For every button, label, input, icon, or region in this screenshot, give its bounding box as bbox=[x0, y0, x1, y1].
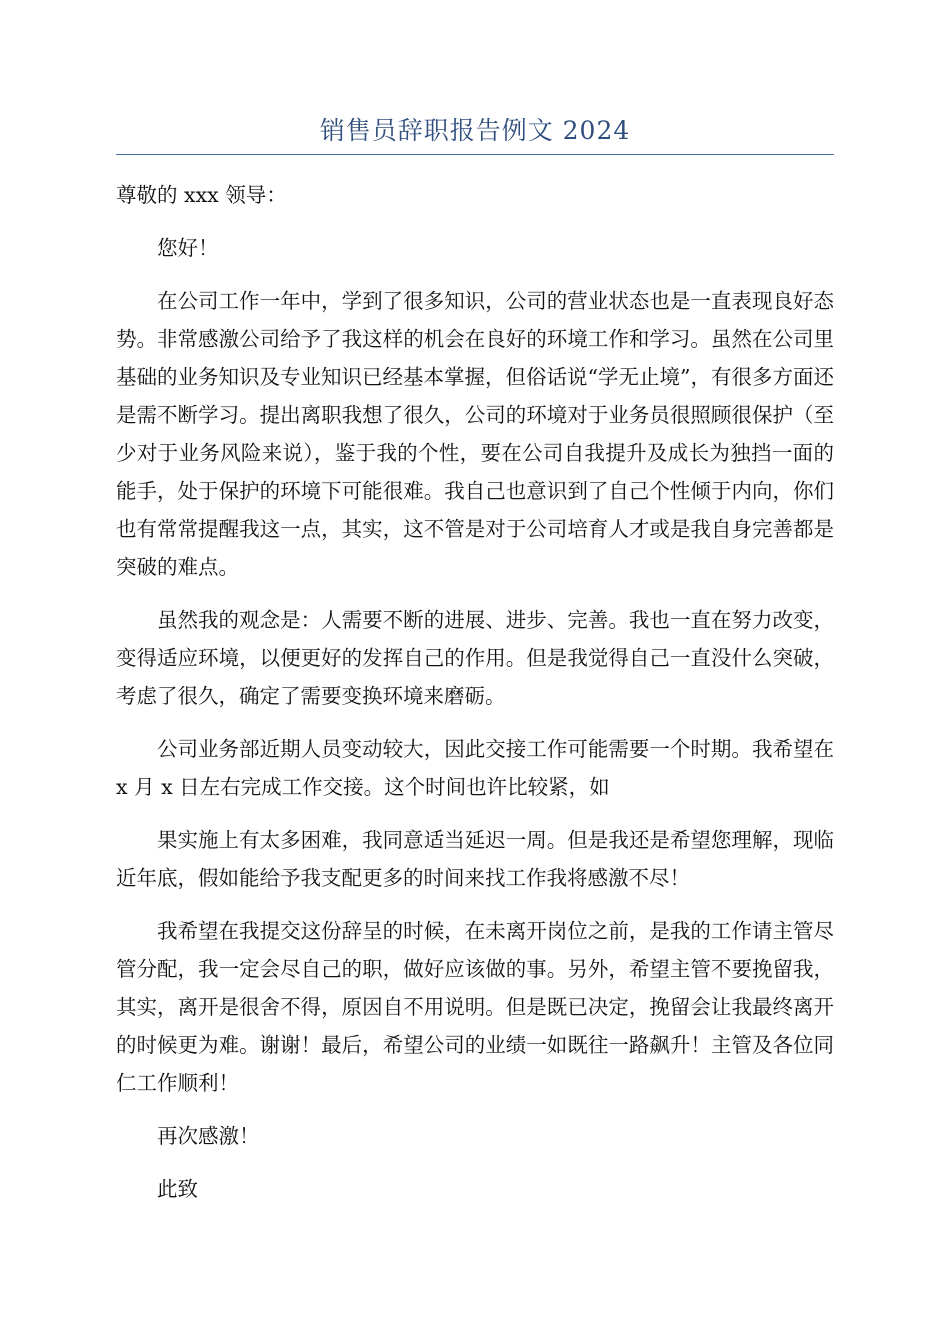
body-paragraph: 虽然我的观念是：人需要不断的进展、进步、完善。我也一直在努力改变，变得适应环境，以便更好的发挥自己的作用。但是我觉得自己一直没什么突破，考虑了很久，确定了需要变换环境来磨砺。 bbox=[116, 608, 834, 708]
title-underline bbox=[116, 154, 834, 155]
salutation: 尊敬的 xxx 领导： bbox=[116, 183, 287, 207]
greeting-paragraph: 您好！ bbox=[157, 236, 219, 260]
document-body bbox=[116, 176, 834, 1223]
body-paragraph: 公司业务部近期人员变动较大，因此交接工作可能需要一个时期。我希望在 x 月 x 日左右完成工作交接。这个时间也许比较紧，如 bbox=[116, 737, 834, 799]
closing-salute: 此致 bbox=[157, 1177, 198, 1201]
document-title: 销售员辞职报告例文 2024 bbox=[319, 116, 631, 145]
closing-thanks: 再次感激！ bbox=[157, 1124, 260, 1148]
body-paragraph: 我希望在我提交这份辞呈的时候，在未离开岗位之前，是我的工作请主管尽管分配，我一定会尽自己的职，做好应该做的事。另外，希望主管不要挽留我，其实，离开是很舍不得，原因自不用说明。但是既已决定，挽留会让我最终离开的时候更为难。谢谢！最后，希望公司的业绩一如既往一路飙升！主管及各位同仁工作顺利！ bbox=[116, 919, 834, 1095]
body-paragraph: 在公司工作一年中，学到了很多知识，公司的营业状态也是一直表现良好态势。非常感激公司给予了我这样的机会在良好的环境工作和学习。虽然在公司里基础的业务知识及专业知识已经基本掌握，但俗话说“学无止境”，有很多方面还是需不断学习。提出离职我想了很久，公司的环境对于业务员很照顾很保护（至少对于业务风险来说），鉴于我的个性，要在公司自我提升及成长为独挡一面的能手，处于保护的环境下可能很难。我自己也意识到了自己个性倾于内向，你们也有常常提醒我这一点，其实，这不管是对于公司培育人才或是我自身完善都是突破的难点。 bbox=[116, 289, 834, 579]
body-paragraph: 果实施上有太多困难，我同意适当延迟一周。但是我还是希望您理解，现临近年底，假如能给予我支配更多的时间来找工作我将感激不尽！ bbox=[116, 828, 834, 890]
